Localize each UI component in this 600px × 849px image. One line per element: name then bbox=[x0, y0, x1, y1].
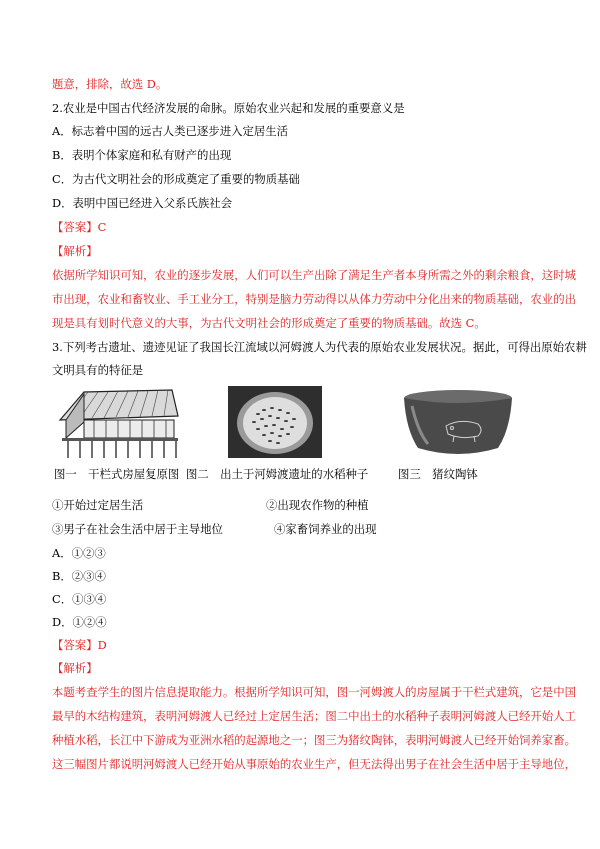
q3-option-c: C．①③④ bbox=[52, 592, 107, 606]
figure-2-caption: 图二 出土于河姆渡遗址的水稻种子 bbox=[186, 467, 369, 481]
pig-pattern-bowl-photo bbox=[398, 386, 516, 458]
q3-option-d: D．①②④ bbox=[52, 615, 107, 629]
q3-analysis-line: 这三幅图片都说明河姆渡人已经开始从事原始的农业生产，但无法得出男子在社会生活中居于主导地位， bbox=[52, 757, 576, 771]
q3-option-a: A．①②③ bbox=[52, 546, 106, 560]
figure-1-caption: 图一 干栏式房屋复原图 bbox=[54, 467, 180, 481]
q3-analysis-label: 【解析】 bbox=[52, 661, 98, 675]
q3-item-3: ③男子在社会生活中居于主导地位 bbox=[52, 522, 223, 536]
stilt-house-drawing bbox=[54, 386, 182, 460]
q2-option-d: D．表明中国已经进入父系氏族社会 bbox=[52, 196, 232, 210]
q3-option-b: B．②③④ bbox=[52, 569, 106, 583]
prev-explanation-tail: 题意，排除，故选 D。 bbox=[52, 77, 168, 91]
q3-analysis-line: 最早的木结构建筑，表明河姆渡人已经过上定居生活；图二中出土的水稻种子表明河姆渡人已经开始人工 bbox=[52, 709, 576, 723]
q3-answer: 【答案】D bbox=[52, 638, 107, 652]
q2-option-a: A．标志着中国的远古人类已逐步进入定居生活 bbox=[52, 124, 289, 138]
q2-answer: 【答案】C bbox=[52, 220, 107, 234]
q2-analysis-line: 依据所学知识可知，农业的逐步发展，人们可以生产出除了满足生产者本身所需之外的剩余粮食，这时城 bbox=[52, 268, 576, 282]
q3-analysis-line: 本题考查学生的图片信息提取能力。根据所学知识可知，图一河姆渡人的房屋属于干栏式建筑，它是中国 bbox=[52, 685, 576, 699]
q3-item-1: ①开始过定居生活 bbox=[52, 498, 144, 512]
q2-analysis-label: 【解析】 bbox=[52, 244, 98, 258]
rice-seeds-photo bbox=[228, 386, 322, 458]
q3-item-4: ④家畜饲养业的出现 bbox=[274, 522, 377, 536]
q3-stem-line: 文明具有的特征是 bbox=[52, 363, 144, 377]
q3-item-2: ②出现农作物的种植 bbox=[266, 498, 369, 512]
q2-option-c: C．为古代文明社会的形成奠定了重要的物质基础 bbox=[52, 172, 300, 186]
q2-option-b: B．表明个体家庭和私有财产的出现 bbox=[52, 148, 232, 162]
figure-3-caption: 图三 猪纹陶钵 bbox=[398, 467, 478, 481]
q2-stem: 2.农业是中国古代经济发展的命脉。原始农业兴起和发展的重要意义是 bbox=[52, 101, 405, 115]
q3-analysis-line: 种植水稻，长江中下游成为亚洲水稻的起源地之一；图三为猪纹陶钵，表明河姆渡人已经开始饲养家畜。 bbox=[52, 733, 576, 747]
q3-stem-line: 3.下列考古遗址、遗迹见证了我国长江流域以河姆渡人为代表的原始农业发展状况。据此，可得出原始农耕 bbox=[52, 340, 587, 354]
q2-analysis-line: 现是具有划时代意义的大事，为古代文明社会的形成奠定了重要的物质基础。故选 C。 bbox=[52, 316, 486, 330]
q2-analysis-line: 市出现，农业和畜牧业、手工业分工，特别是脑力劳动得以从体力劳动中分化出来的物质基础，农业的出 bbox=[52, 292, 576, 306]
